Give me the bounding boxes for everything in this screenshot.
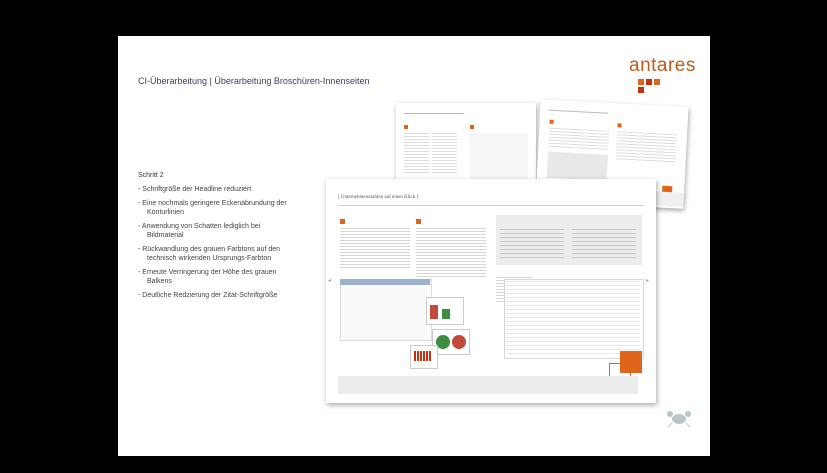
logo-square xyxy=(646,79,652,85)
step-item: - Erneute Verringerung der Höhe des grauen Balkens xyxy=(138,269,277,285)
antares-logo xyxy=(629,55,699,95)
steps-list xyxy=(138,172,298,305)
slide xyxy=(118,36,710,456)
step-item: - Anwendung von Schatten lediglich bei Bildmaterial xyxy=(138,223,261,239)
page-title: CI-Überarbeitung | Überarbeitung Broschüren-Innenseiten xyxy=(138,76,370,86)
quote-bar xyxy=(338,376,638,394)
step-item: - Schriftgröße der Headline reduziert xyxy=(138,186,252,193)
brochure-page-main: [ Unternehmenszahlen auf einen Klick ] ◂ ▸ xyxy=(326,179,656,403)
column-marker xyxy=(416,219,421,224)
step-item: - Deutliche Redzierung der Zitat-Schriftgröße xyxy=(138,292,278,299)
logo-square xyxy=(654,79,660,85)
column-marker xyxy=(340,219,345,224)
logo-square xyxy=(638,79,644,85)
crab-icon xyxy=(666,408,692,430)
brochure-headline: [ Unternehmenszahlen auf einen Klick ] xyxy=(338,195,419,200)
logo-square xyxy=(638,87,644,93)
logo-text: antares xyxy=(629,55,696,76)
step-item: - Eine nochmals geringere Eckenabrundung der Konturlinien xyxy=(138,200,287,216)
steps-heading: Schritt 2 xyxy=(138,172,164,179)
step-item: - Rückwandlung des grauen Farbtons auf den technisch wirkenden Ursprungs-Farbton xyxy=(138,246,281,262)
